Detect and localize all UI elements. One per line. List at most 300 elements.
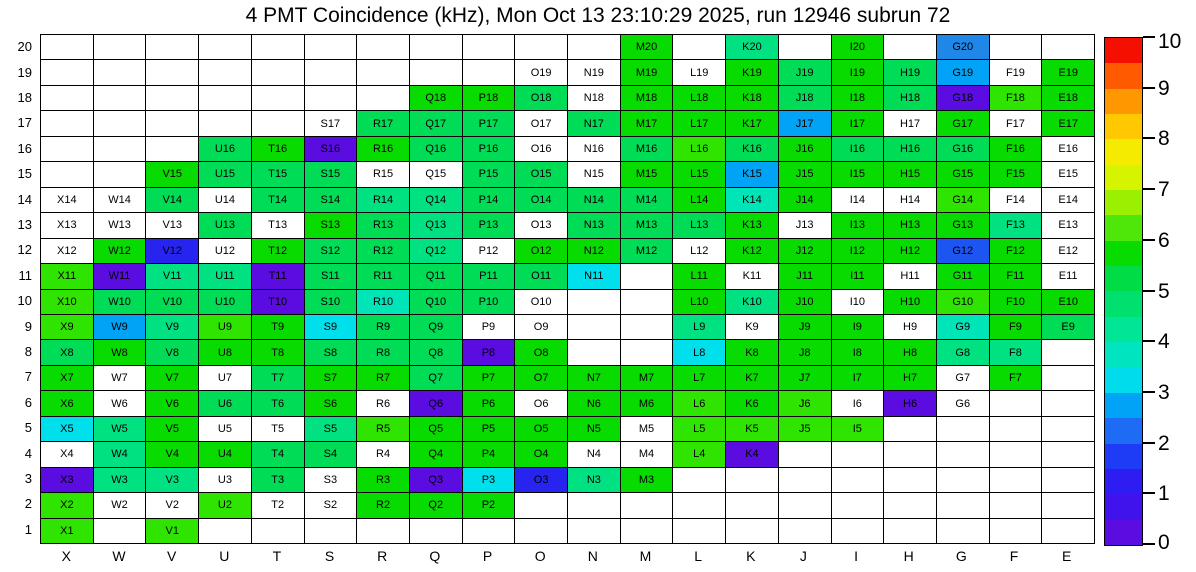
heatmap-cell-J10: J10: [779, 290, 831, 314]
heatmap-cell-O14: O14: [515, 188, 567, 212]
heatmap-cell-O6: O6: [515, 391, 567, 415]
heatmap-cell-R3: R3: [357, 468, 409, 492]
heatmap-cell-empty: [94, 86, 146, 110]
heatmap-cell-empty: [1042, 468, 1094, 492]
heatmap-cell-empty: [621, 290, 673, 314]
x-tick-label-N: N: [587, 548, 598, 564]
heatmap-cell-O7: O7: [515, 366, 567, 390]
heatmap-cell-X2: X2: [41, 493, 93, 517]
heatmap-cell-X14: X14: [41, 188, 93, 212]
heatmap-cell-P17: P17: [463, 111, 515, 135]
heatmap-cell-G13: G13: [937, 213, 989, 237]
heatmap-cell-empty: [568, 35, 620, 59]
heatmap-cell-I11: I11: [832, 264, 884, 288]
heatmap-cell-G16: G16: [937, 137, 989, 161]
heatmap-cell-H13: H13: [884, 213, 936, 237]
colorbar-tick-5: [1143, 290, 1155, 292]
heatmap-cell-L9: L9: [673, 315, 725, 339]
heatmap-cell-empty: [252, 519, 304, 543]
heatmap-cell-G6: G6: [937, 391, 989, 415]
heatmap-cell-empty: [252, 60, 304, 84]
heatmap-cell-Q11: Q11: [410, 264, 462, 288]
heatmap-cell-L4: L4: [673, 442, 725, 466]
heatmap-cell-F14: F14: [990, 188, 1042, 212]
heatmap-cell-P16: P16: [463, 137, 515, 161]
heatmap-cell-Q16: Q16: [410, 137, 462, 161]
heatmap-cell-empty: [1042, 366, 1094, 390]
heatmap-cell-F11: F11: [990, 264, 1042, 288]
heatmap-cell-P8: P8: [463, 340, 515, 364]
heatmap-cell-L11: L11: [673, 264, 725, 288]
y-tick-label-3: 3: [24, 471, 32, 486]
heatmap-cell-P18: P18: [463, 86, 515, 110]
heatmap-cell-U4: U4: [199, 442, 251, 466]
heatmap-cell-H14: H14: [884, 188, 936, 212]
y-tick-label-13: 13: [17, 217, 32, 232]
heatmap-cell-empty: [41, 86, 93, 110]
heatmap-cell-empty: [990, 391, 1042, 415]
heatmap-cell-empty: [305, 86, 357, 110]
heatmap-cell-K7: K7: [726, 366, 778, 390]
heatmap-cell-M7: M7: [621, 366, 673, 390]
heatmap-cell-G14: G14: [937, 188, 989, 212]
heatmap-cell-empty: [199, 86, 251, 110]
colorbar-tick-label-2: 2: [1158, 431, 1170, 455]
heatmap-cell-K5: K5: [726, 417, 778, 441]
heatmap-cell-H19: H19: [884, 60, 936, 84]
heatmap-cell-empty: [884, 442, 936, 466]
heatmap-cell-empty: [832, 493, 884, 517]
chart-title: 4 PMT Coincidence (kHz), Mon Oct 13 23:10:29 2025, run 12946 subrun 72: [245, 4, 951, 27]
heatmap-cell-empty: [990, 468, 1042, 492]
colorbar-tick-label-7: 7: [1158, 178, 1170, 202]
heatmap-cell-empty: [779, 35, 831, 59]
heatmap-cell-V7: V7: [146, 366, 198, 390]
heatmap-cell-W2: W2: [94, 493, 146, 517]
heatmap-cell-T14: T14: [252, 188, 304, 212]
y-tick-label-2: 2: [24, 496, 32, 512]
heatmap-cell-K8: K8: [726, 340, 778, 364]
heatmap-cell-G8: G8: [937, 340, 989, 364]
heatmap-cell-G11: G11: [937, 264, 989, 288]
colorbar-tick-8: [1143, 137, 1155, 139]
heatmap-cell-G17: G17: [937, 111, 989, 135]
y-tick-label-19: 19: [17, 64, 32, 80]
heatmap-cell-T12: T12: [252, 239, 304, 263]
heatmap-cell-empty: [1042, 493, 1094, 517]
heatmap-cell-L7: L7: [673, 366, 725, 390]
heatmap-cell-empty: [252, 35, 304, 59]
x-tick-label-M: M: [639, 548, 652, 564]
heatmap-cell-F13: F13: [990, 213, 1042, 237]
heatmap-cell-N7: N7: [568, 366, 620, 390]
heatmap-cell-W14: W14: [94, 188, 146, 212]
heatmap-cell-empty: [515, 519, 567, 543]
heatmap-cell-M13: M13: [621, 213, 673, 237]
heatmap-cell-empty: [673, 519, 725, 543]
heatmap-cell-empty: [41, 137, 93, 161]
heatmap-cell-H17: H17: [884, 111, 936, 135]
heatmap-cell-T5: T5: [252, 417, 304, 441]
heatmap-cell-empty: [832, 442, 884, 466]
heatmap-cell-G10: G10: [937, 290, 989, 314]
y-tick-label-15: 15: [17, 166, 32, 182]
colorbar-tick-label-6: 6: [1158, 228, 1170, 252]
heatmap-cell-O8: O8: [515, 340, 567, 364]
heatmap-cell-R6: R6: [357, 391, 409, 415]
heatmap-cell-O5: O5: [515, 417, 567, 441]
heatmap-cell-empty: [673, 493, 725, 517]
heatmap-cell-X8: X8: [41, 340, 93, 364]
heatmap-cell-M3: M3: [621, 468, 673, 492]
heatmap-cell-N18: N18: [568, 86, 620, 110]
colorbar-tick-1: [1143, 492, 1155, 494]
heatmap-cell-S10: S10: [305, 290, 357, 314]
heatmap-cell-R8: R8: [357, 340, 409, 364]
colorbar-segment: [1105, 63, 1142, 88]
y-tick-label-17: 17: [17, 115, 32, 131]
heatmap-cell-P15: P15: [463, 162, 515, 186]
x-tick-label-J: J: [799, 548, 807, 564]
heatmap-cell-empty: [1042, 391, 1094, 415]
heatmap-cell-empty: [568, 290, 620, 314]
heatmap-cell-O16: O16: [515, 137, 567, 161]
colorbar-tick-6: [1143, 239, 1155, 241]
heatmap-cell-empty: [568, 340, 620, 364]
heatmap-cell-S16: S16: [305, 137, 357, 161]
heatmap-cell-M18: M18: [621, 86, 673, 110]
heatmap-cell-empty: [621, 315, 673, 339]
heatmap-cell-empty: [621, 264, 673, 288]
heatmap-cell-X7: X7: [41, 366, 93, 390]
heatmap-cell-P2: P2: [463, 493, 515, 517]
heatmap-cell-E17: E17: [1042, 111, 1094, 135]
heatmap-cell-N15: N15: [568, 162, 620, 186]
heatmap-cell-E10: E10: [1042, 290, 1094, 314]
heatmap-cell-J19: J19: [779, 60, 831, 84]
heatmap-cell-I20: I20: [832, 35, 884, 59]
x-axis-labels: [40, 548, 1093, 564]
heatmap-cell-U5: U5: [199, 417, 251, 441]
colorbar-segment: [1105, 114, 1142, 139]
heatmap-cell-R11: R11: [357, 264, 409, 288]
heatmap-cell-U9: U9: [199, 315, 251, 339]
heatmap-cell-N4: N4: [568, 442, 620, 466]
heatmap-cell-K18: K18: [726, 86, 778, 110]
heatmap-cell-O10: O10: [515, 290, 567, 314]
heatmap-cell-empty: [463, 35, 515, 59]
heatmap-cell-P7: P7: [463, 366, 515, 390]
heatmap-cell-K17: K17: [726, 111, 778, 135]
heatmap-cell-L8: L8: [673, 340, 725, 364]
heatmap-cell-I5: I5: [832, 417, 884, 441]
heatmap-cell-empty: [1042, 442, 1094, 466]
heatmap-cell-empty: [305, 35, 357, 59]
colorbar-segment: [1105, 266, 1142, 291]
heatmap-cell-Q9: Q9: [410, 315, 462, 339]
heatmap-cell-O15: O15: [515, 162, 567, 186]
heatmap-cell-X3: X3: [41, 468, 93, 492]
colorbar-segment: [1105, 367, 1142, 392]
colorbar-segment: [1105, 342, 1142, 367]
heatmap-cell-X12: X12: [41, 239, 93, 263]
y-tick-label-18: 18: [17, 90, 32, 105]
x-tick-label-U: U: [219, 548, 230, 564]
y-tick-label-7: 7: [24, 369, 32, 385]
heatmap-cell-N17: N17: [568, 111, 620, 135]
heatmap-cell-V6: V6: [146, 391, 198, 415]
y-tick-label-5: 5: [24, 420, 32, 436]
heatmap-cell-K9: K9: [726, 315, 778, 339]
heatmap-cell-U10: U10: [199, 290, 251, 314]
heatmap-cell-empty: [832, 468, 884, 492]
heatmap-cell-L13: L13: [673, 213, 725, 237]
heatmap-cell-empty: [463, 519, 515, 543]
heatmap-cell-R4: R4: [357, 442, 409, 466]
heatmap-cell-V13: V13: [146, 213, 198, 237]
heatmap-cell-U15: U15: [199, 162, 251, 186]
heatmap-cell-X4: X4: [41, 442, 93, 466]
heatmap-cell-G12: G12: [937, 239, 989, 263]
heatmap-cell-empty: [726, 468, 778, 492]
heatmap-cell-X10: X10: [41, 290, 93, 314]
x-tick-label-V: V: [166, 548, 177, 564]
heatmap-cell-O11: O11: [515, 264, 567, 288]
heatmap-cell-V10: V10: [146, 290, 198, 314]
heatmap-cell-U12: U12: [199, 239, 251, 263]
heatmap-cell-R9: R9: [357, 315, 409, 339]
heatmap-cell-E11: E11: [1042, 264, 1094, 288]
colorbar-segment: [1105, 469, 1142, 494]
y-tick-label-11: 11: [18, 267, 32, 283]
heatmap-cell-V9: V9: [146, 315, 198, 339]
heatmap-cell-I8: I8: [832, 340, 884, 364]
heatmap-cell-K15: K15: [726, 162, 778, 186]
heatmap-cell-K10: K10: [726, 290, 778, 314]
colorbar-tick-label-0: 0: [1158, 531, 1170, 554]
heatmap-cell-G20: G20: [937, 35, 989, 59]
heatmap-cell-Q8: Q8: [410, 340, 462, 364]
heatmap-cell-E15: E15: [1042, 162, 1094, 186]
heatmap-cell-empty: [937, 417, 989, 441]
heatmap-cell-X13: X13: [41, 213, 93, 237]
heatmap-cell-Q5: Q5: [410, 417, 462, 441]
heatmap-cell-P3: P3: [463, 468, 515, 492]
heatmap-cell-empty: [357, 86, 409, 110]
heatmap-cell-empty: [990, 417, 1042, 441]
heatmap-cell-R17: R17: [357, 111, 409, 135]
heatmap-cell-J17: J17: [779, 111, 831, 135]
heatmap-cell-M14: M14: [621, 188, 673, 212]
heatmap-cell-O3: O3: [515, 468, 567, 492]
heatmap-cell-J12: J12: [779, 239, 831, 263]
colorbar-segment: [1105, 241, 1142, 266]
heatmap-cell-Q3: Q3: [410, 468, 462, 492]
heatmap-cell-P4: P4: [463, 442, 515, 466]
heatmap-cell-V8: V8: [146, 340, 198, 364]
heatmap-cell-R15: R15: [357, 162, 409, 186]
x-tick-label-H: H: [903, 548, 914, 564]
heatmap-cell-F9: F9: [990, 315, 1042, 339]
heatmap-cell-H12: H12: [884, 239, 936, 263]
heatmap-cell-P11: P11: [463, 264, 515, 288]
heatmap-cell-S14: S14: [305, 188, 357, 212]
heatmap-cell-W5: W5: [94, 417, 146, 441]
heatmap-cell-empty: [515, 35, 567, 59]
heatmap-cell-O13: O13: [515, 213, 567, 237]
heatmap-cell-Q17: Q17: [410, 111, 462, 135]
heatmap-cell-U3: U3: [199, 468, 251, 492]
heatmap-cell-E18: E18: [1042, 86, 1094, 110]
heatmap-cell-empty: [621, 340, 673, 364]
heatmap-cell-L19: L19: [673, 60, 725, 84]
heatmap-cell-empty: [252, 111, 304, 135]
colorbar-segment: [1105, 444, 1142, 469]
heatmap-cell-empty: [94, 162, 146, 186]
heatmap-cell-O18: O18: [515, 86, 567, 110]
heatmap-cell-O19: O19: [515, 60, 567, 84]
heatmap-cell-I16: I16: [832, 137, 884, 161]
heatmap-cell-L14: L14: [673, 188, 725, 212]
heatmap-cell-M5: M5: [621, 417, 673, 441]
heatmap-cell-S6: S6: [305, 391, 357, 415]
heatmap-cell-H18: H18: [884, 86, 936, 110]
heatmap-cell-K16: K16: [726, 137, 778, 161]
heatmap-cell-K12: K12: [726, 239, 778, 263]
heatmap-cell-R14: R14: [357, 188, 409, 212]
heatmap-cell-V15: V15: [146, 162, 198, 186]
heatmap-cell-E16: E16: [1042, 137, 1094, 161]
heatmap-cell-V11: V11: [146, 264, 198, 288]
heatmap-cell-empty: [94, 137, 146, 161]
heatmap-cell-empty: [726, 493, 778, 517]
heatmap-cell-J9: J9: [779, 315, 831, 339]
heatmap-cell-empty: [621, 519, 673, 543]
x-tick-label-P: P: [482, 548, 493, 564]
heatmap-cell-S11: S11: [305, 264, 357, 288]
x-tick-label-F: F: [1009, 548, 1019, 564]
heatmap-cell-empty: [410, 519, 462, 543]
heatmap-cell-W9: W9: [94, 315, 146, 339]
heatmap-cell-T9: T9: [252, 315, 304, 339]
heatmap-cell-G15: G15: [937, 162, 989, 186]
heatmap-cell-empty: [199, 519, 251, 543]
heatmap-cell-Q14: Q14: [410, 188, 462, 212]
heatmap-cell-N12: N12: [568, 239, 620, 263]
heatmap-cell-G19: G19: [937, 60, 989, 84]
heatmap-cell-E13: E13: [1042, 213, 1094, 237]
x-tick-label-X: X: [61, 548, 71, 564]
x-tick-label-R: R: [377, 548, 388, 564]
heatmap-cell-H11: H11: [884, 264, 936, 288]
heatmap-cell-G9: G9: [937, 315, 989, 339]
colorbar-tick-label-9: 9: [1158, 76, 1170, 100]
x-tick-label-E: E: [1062, 548, 1072, 564]
heatmap-cell-F15: F15: [990, 162, 1042, 186]
heatmap-cell-N11: N11: [568, 264, 620, 288]
heatmap-cell-E19: E19: [1042, 60, 1094, 84]
heatmap-cell-empty: [146, 137, 198, 161]
heatmap-cell-V1: V1: [146, 519, 198, 543]
y-tick-label-10: 10: [17, 293, 32, 309]
heatmap-cell-I19: I19: [832, 60, 884, 84]
heatmap-cell-T3: T3: [252, 468, 304, 492]
heatmap-cell-N6: N6: [568, 391, 620, 415]
heatmap-cell-empty: [937, 493, 989, 517]
heatmap-cell-empty: [357, 519, 409, 543]
heatmap-cell-F7: F7: [990, 366, 1042, 390]
heatmap-cell-K13: K13: [726, 213, 778, 237]
heatmap-cell-H8: H8: [884, 340, 936, 364]
heatmap-cell-J11: J11: [779, 264, 831, 288]
x-tick-label-W: W: [112, 548, 126, 564]
heatmap-cell-empty: [463, 60, 515, 84]
heatmap-cell-X1: X1: [41, 519, 93, 543]
heatmap-cell-T7: T7: [252, 366, 304, 390]
heatmap-cell-W12: W12: [94, 239, 146, 263]
heatmap-cell-empty: [357, 60, 409, 84]
heatmap-cell-R2: R2: [357, 493, 409, 517]
heatmap-cell-empty: [990, 519, 1042, 543]
heatmap-cell-empty: [199, 60, 251, 84]
heatmap-cell-W10: W10: [94, 290, 146, 314]
heatmap-cell-R10: R10: [357, 290, 409, 314]
heatmap-cell-W8: W8: [94, 340, 146, 364]
heatmap-cell-empty: [1042, 417, 1094, 441]
heatmap-cell-P14: P14: [463, 188, 515, 212]
heatmap-cell-H6: H6: [884, 391, 936, 415]
x-tick-label-S: S: [324, 548, 335, 564]
heatmap-cell-empty: [990, 35, 1042, 59]
heatmap-cell-W7: W7: [94, 366, 146, 390]
heatmap-cell-empty: [937, 468, 989, 492]
heatmap-cell-L12: L12: [673, 239, 725, 263]
heatmap-cell-V14: V14: [146, 188, 198, 212]
heatmap-cell-Q6: Q6: [410, 391, 462, 415]
heatmap-cell-empty: [884, 417, 936, 441]
heatmap-cell-K4: K4: [726, 442, 778, 466]
heatmap-cell-K11: K11: [726, 264, 778, 288]
heatmap-cell-I15: I15: [832, 162, 884, 186]
heatmap-cell-M19: M19: [621, 60, 673, 84]
heatmap-cell-Q18: Q18: [410, 86, 462, 110]
heatmap-cell-S2: S2: [305, 493, 357, 517]
heatmap-cell-empty: [990, 493, 1042, 517]
heatmap-cell-W11: W11: [94, 264, 146, 288]
heatmap-cell-T2: T2: [252, 493, 304, 517]
heatmap-cell-R5: R5: [357, 417, 409, 441]
heatmap-cell-H7: H7: [884, 366, 936, 390]
heatmap-cell-empty: [41, 60, 93, 84]
x-tick-label-G: G: [955, 548, 967, 564]
heatmap-cell-O17: O17: [515, 111, 567, 135]
heatmap-cell-L16: L16: [673, 137, 725, 161]
colorbar-tick-10: [1143, 36, 1155, 38]
heatmap-cell-empty: [937, 519, 989, 543]
heatmap-cell-M4: M4: [621, 442, 673, 466]
x-tick-label-I: I: [854, 548, 859, 564]
heatmap-cell-T8: T8: [252, 340, 304, 364]
heatmap-cell-W13: W13: [94, 213, 146, 237]
heatmap-cell-P9: P9: [463, 315, 515, 339]
heatmap-cell-I17: I17: [832, 111, 884, 135]
heatmap-cell-empty: [357, 35, 409, 59]
heatmap-cell-E12: E12: [1042, 239, 1094, 263]
heatmap-cell-K6: K6: [726, 391, 778, 415]
heatmap-cell-O12: O12: [515, 239, 567, 263]
y-tick-label-6: 6: [24, 394, 32, 410]
heatmap-cell-L5: L5: [673, 417, 725, 441]
